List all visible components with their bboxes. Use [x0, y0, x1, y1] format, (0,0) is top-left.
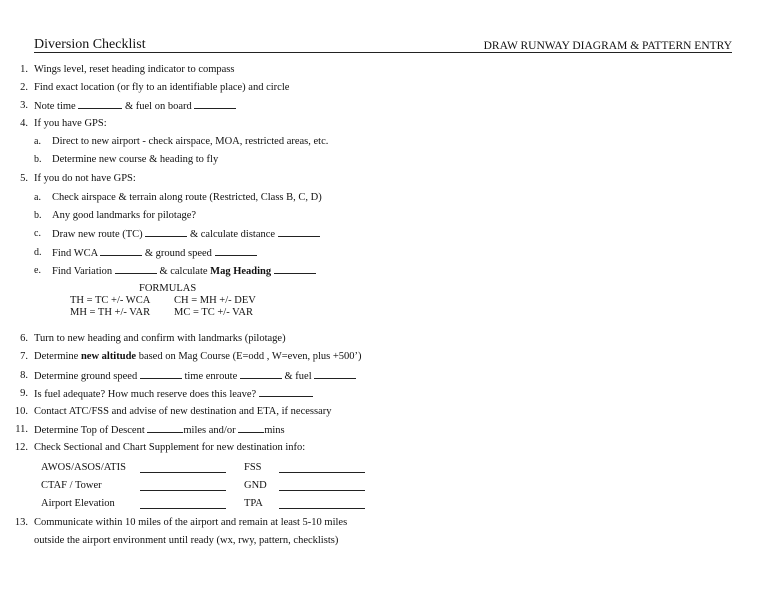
item-3-label-time: Note time	[34, 101, 76, 112]
item-5a-text: Check airspace & terrain along route (Restricted, Class B, C, D)	[52, 192, 322, 203]
item-number: 7.	[20, 351, 28, 362]
item-3-text	[34, 99, 236, 113]
item-5e-label-calculate: & calculate	[159, 266, 208, 277]
item-11-label-miles: miles and/or	[183, 425, 236, 436]
time-enroute-blank[interactable]	[240, 369, 282, 379]
true-course-blank[interactable]	[145, 227, 187, 237]
item-13-text-line1: Communicate within 10 miles of the airport and remain at least 5-10 miles	[34, 517, 348, 528]
item-11-text	[34, 423, 285, 437]
distance-blank[interactable]	[278, 227, 320, 237]
item-number: 1.	[20, 64, 28, 75]
sub-letter: b.	[34, 154, 42, 165]
item-number: 13.	[14, 517, 28, 528]
wca-blank[interactable]	[100, 246, 142, 256]
ground-speed-blank[interactable]	[215, 246, 257, 256]
item-5d-label-groundspeed: & ground speed	[144, 248, 212, 259]
awos-label: AWOS/ASOS/ATIS	[41, 462, 126, 473]
variation-blank[interactable]	[115, 264, 157, 274]
elevation-label: Airport Elevation	[41, 498, 115, 509]
item-12-text: Check Sectional and Chart Supplement for new destination info:	[34, 442, 306, 453]
mag-heading-blank[interactable]	[274, 264, 316, 274]
item-5-text: If you do not have GPS:	[34, 173, 136, 184]
formula-mc: MC = TC +/- VAR	[174, 307, 253, 318]
item-7-label-new-altitude: new altitude	[80, 351, 137, 362]
item-number: 11.	[15, 424, 28, 435]
item-5e-text	[52, 264, 316, 278]
item-number: 6.	[20, 333, 28, 344]
gnd-label: GND	[244, 480, 267, 491]
item-11-label-mins: mins	[264, 425, 285, 436]
item-3-label-fuel: & fuel on board	[124, 101, 192, 112]
reserve-blank[interactable]	[259, 387, 313, 397]
header-rule	[34, 52, 732, 53]
item-number: 12.	[14, 442, 28, 453]
item-6-text: Turn to new heading and confirm with landmarks (pilotage)	[34, 333, 286, 344]
gnd-blank[interactable]	[279, 490, 365, 491]
ground-speed-blank-2[interactable]	[140, 369, 182, 379]
formula-th: TH = TC +/- WCA	[70, 295, 151, 306]
item-4a-text: Direct to new airport - check airspace, MOA, restricted areas, etc.	[52, 136, 329, 147]
tod-miles-blank[interactable]	[147, 423, 183, 433]
item-5d-text	[52, 246, 257, 260]
item-7-text	[34, 350, 362, 363]
awos-blank[interactable]	[140, 472, 226, 473]
item-5c-text	[52, 227, 320, 241]
item-9-text	[34, 387, 313, 401]
fuel-on-board-blank[interactable]	[194, 99, 236, 109]
item-7-label-determine: Determine	[34, 351, 79, 362]
time-blank[interactable]	[78, 99, 122, 109]
sub-letter: a.	[34, 136, 41, 147]
tod-mins-blank[interactable]	[238, 423, 264, 433]
item-number: 2.	[20, 82, 28, 93]
tpa-blank[interactable]	[279, 508, 365, 509]
page-title: Diversion Checklist	[34, 37, 146, 52]
fss-blank[interactable]	[279, 472, 365, 473]
item-4-text: If you have GPS:	[34, 118, 107, 129]
item-1-text: Wings level, reset heading indicator to compass	[34, 64, 235, 75]
ctaf-blank[interactable]	[140, 490, 226, 491]
elevation-blank[interactable]	[140, 508, 226, 509]
item-5b-text: Any good landmarks for pilotage?	[52, 210, 197, 221]
item-9-label: Is fuel adequate? How much reserve does this leave?	[34, 389, 257, 400]
item-8-label-groundspeed: Determine ground speed	[34, 371, 138, 382]
sub-letter: a.	[34, 192, 41, 203]
fss-label: FSS	[244, 462, 262, 473]
item-number: 4.	[20, 118, 28, 129]
sub-letter: c.	[34, 228, 41, 239]
item-8-text	[34, 369, 356, 383]
item-number: 10.	[14, 406, 28, 417]
item-13-text-line2: outside the airport environment until ready (wx, rwy, pattern, checklists)	[34, 535, 339, 546]
fuel-blank[interactable]	[314, 369, 356, 379]
item-8-label-time-enroute: time enroute	[184, 371, 238, 382]
item-5c-label-distance: & calculate distance	[189, 229, 276, 240]
item-8-label-fuel: & fuel	[284, 371, 312, 382]
item-number: 5.	[20, 173, 28, 184]
formula-ch: CH = MH +/- DEV	[174, 295, 256, 306]
item-5e-label-variation: Find Variation	[52, 266, 113, 277]
item-11-label-tod: Determine Top of Descent	[34, 425, 145, 436]
item-5d-label-wca: Find WCA	[52, 248, 98, 259]
item-5c-label-route: Draw new route (TC)	[52, 229, 143, 240]
item-10-text: Contact ATC/FSS and advise of new destination and ETA, if necessary	[34, 406, 332, 417]
item-4b-text: Determine new course & heading to fly	[52, 154, 219, 165]
item-number: 3.	[20, 100, 28, 111]
item-number: 9.	[20, 388, 28, 399]
formulas-heading: FORMULAS	[139, 283, 197, 294]
item-5e-label-mag-heading: Mag Heading	[210, 266, 272, 277]
sub-letter: b.	[34, 210, 42, 221]
item-2-text: Find exact location (or fly to an identifiable place) and circle	[34, 82, 290, 93]
ctaf-label: CTAF / Tower	[41, 480, 102, 491]
formula-mh: MH = TH +/- VAR	[70, 307, 151, 318]
header-right-note: DRAW RUNWAY DIAGRAM & PATTERN ENTRY	[483, 40, 732, 52]
sub-letter: d.	[34, 247, 42, 258]
sub-letter: e.	[34, 265, 41, 276]
tpa-label: TPA	[244, 498, 263, 509]
item-7-label-rule: based on Mag Course (E=odd , W=even, plus +500’)	[138, 351, 362, 362]
item-number: 8.	[20, 370, 28, 381]
